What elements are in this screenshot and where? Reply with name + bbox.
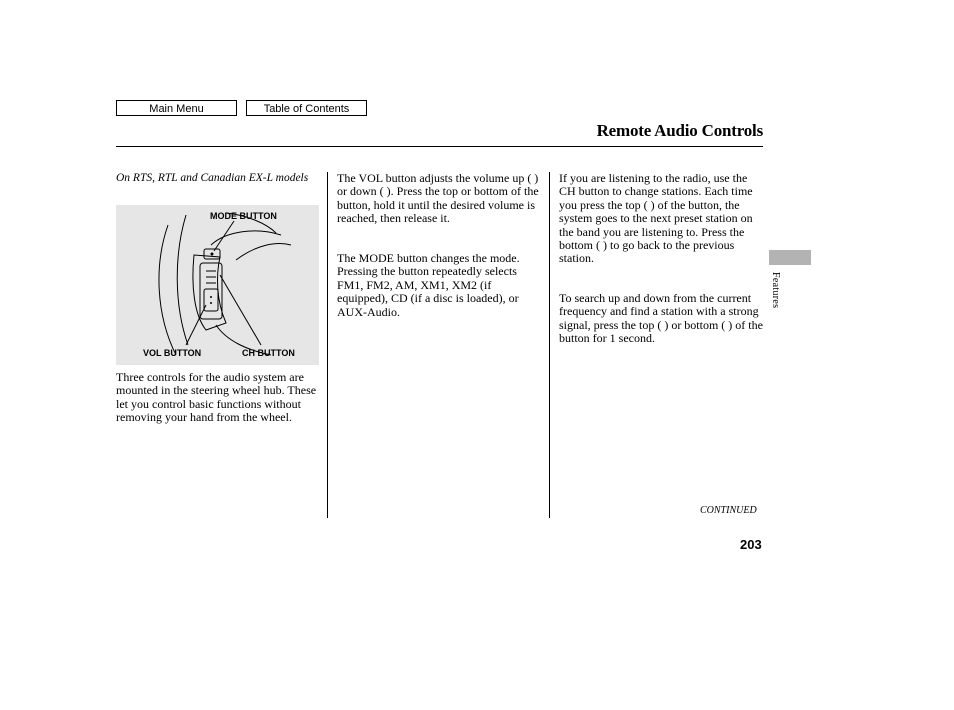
page-number: 203 [740, 537, 762, 552]
seek-paragraph: To search up and down from the current frequency and find a station with a strong signal, press the top ( ) or bottom ( ) of the button for 1 second. [559, 291, 763, 346]
section-tab-marker [769, 250, 811, 265]
continued-note: CONTINUED [700, 505, 757, 516]
page-title: Remote Audio Controls [596, 121, 763, 140]
steering-wheel-illustration [116, 205, 319, 365]
vol-paragraph: The VOL button adjusts the volume up ( ) or down ( ). Press the top or bottom of the button, hold it until the desired volume is reached, then release it. [337, 171, 539, 226]
title-divider [116, 146, 763, 147]
mode-button-label: MODE BUTTON [210, 211, 277, 221]
intro-paragraph: Three controls for the audio system are mounted in the steering wheel hub. These let you control basic functions without removing your hand from the wheel. [116, 370, 317, 425]
figure-caption: On RTS, RTL and Canadian EX-L models [116, 172, 309, 184]
main-menu-button[interactable]: Main Menu [116, 100, 237, 116]
mode-paragraph: The MODE button changes the mode. Pressing the button repeatedly selects FM1, FM2, AM, XM1, XM2 (if equipped), CD (if a disc is loaded), or AUX-Audio. [337, 251, 520, 319]
vol-button-label: VOL BUTTON [143, 348, 202, 358]
table-of-contents-button[interactable]: Table of Contents [246, 100, 367, 116]
column-divider-1 [327, 172, 328, 518]
section-tab-label: Features [770, 272, 781, 309]
column-divider-2 [549, 172, 550, 518]
ch-paragraph: If you are listening to the radio, use the CH button to change stations. Each time you press the top ( ) of the button, the system goes to the next preset station on the band you are listening to. Press the bottom ( ) to go back to the previous station. [559, 171, 753, 266]
ch-button-label: CH BUTTON [242, 348, 295, 358]
steering-wheel-figure [116, 205, 319, 365]
